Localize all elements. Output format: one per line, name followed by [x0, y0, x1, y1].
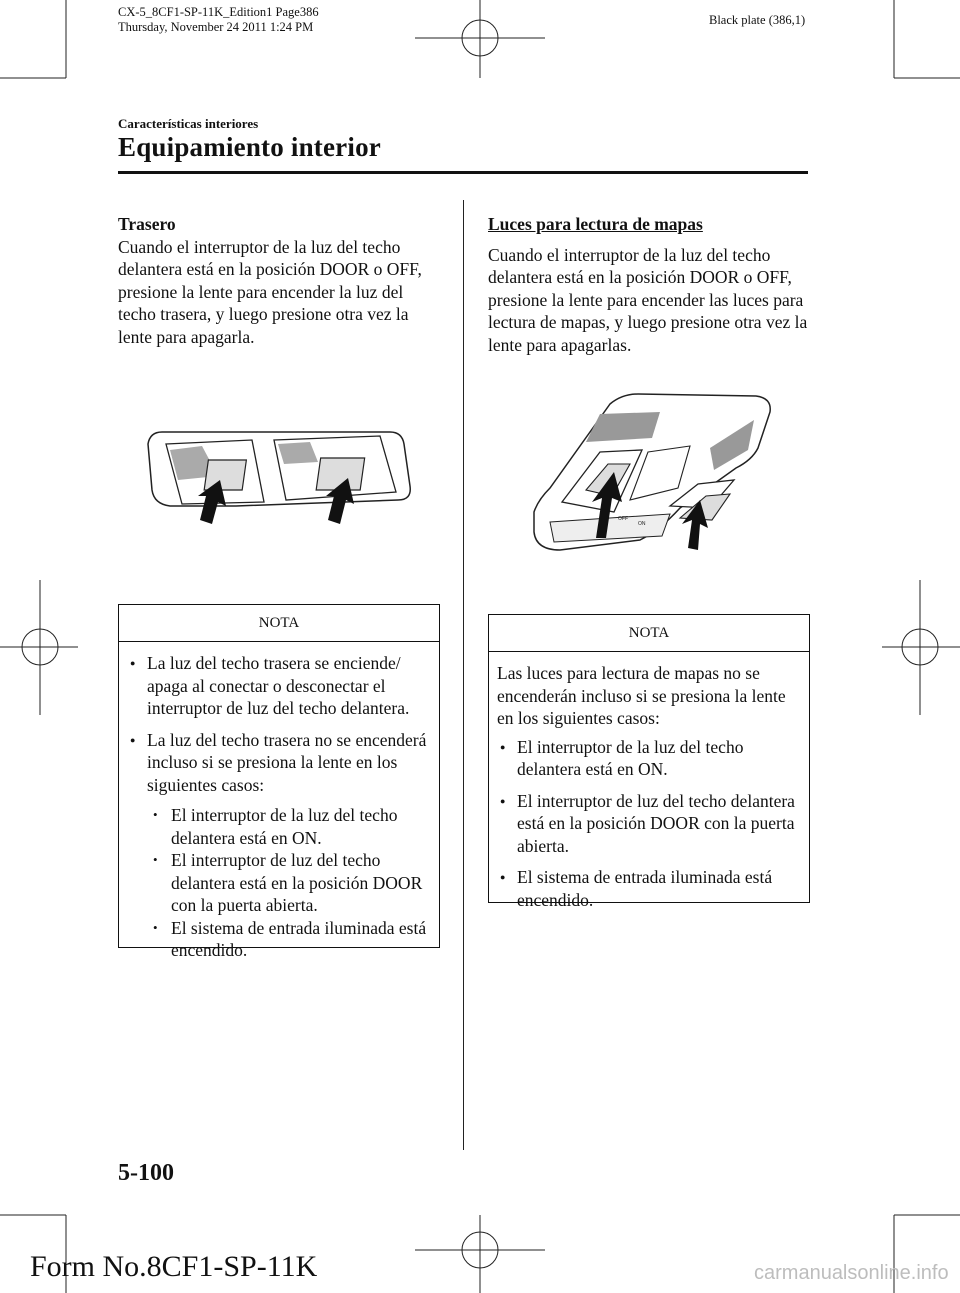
print-file-line1: CX-5_8CF1-SP-11K_Edition1 Page386 — [118, 5, 319, 19]
right-note-bullet-2: ● El interruptor de luz del techo delantera está en la posición DOOR con la puerta abierta. — [497, 790, 801, 858]
left-note-title: NOTA — [119, 605, 439, 642]
off-label: OFF — [618, 516, 628, 522]
right-note-bullet-1: ● El interruptor de la luz del techo delantera está en ON. — [497, 736, 801, 781]
left-note-bullet-2: ● La luz del techo trasera no se encenderá incluso si se presiona la lente en los siguientes casos: — [127, 729, 431, 797]
map-lights-paragraph: Cuando el interruptor de la luz del techo delantera está en la posición DOOR o OFF, presione la lente para encender las luces para lectura de mapas, y luego presione otra vez la lente para apagarlas. — [488, 244, 808, 355]
watermark: carmanualsonline.info — [754, 1262, 949, 1284]
right-note-bullet-3: ● El sistema de entrada iluminada está encendido. — [497, 866, 801, 911]
page-title: Equipamiento interior — [118, 132, 381, 162]
on-label: ON — [638, 521, 646, 527]
page-number: 5-100 — [118, 1160, 174, 1186]
left-note-sub-bullet-2: • El interruptor de luz del techo delantera está en la posición DOOR con la puerta abierta. — [127, 849, 431, 917]
map-lamp-illustration — [530, 390, 775, 560]
left-note-sub-bullet-3: • El sistema de entrada iluminada está encendido. — [127, 917, 431, 962]
left-column — [118, 213, 443, 348]
left-note-bullet-1: ● La luz del techo trasera se enciende/ apaga al conectar o desconectar el interruptor de luz del techo delantera. — [127, 652, 431, 720]
left-note-box — [118, 604, 440, 960]
rear-heading: Trasero — [118, 214, 176, 234]
print-file-info — [118, 5, 319, 35]
print-file-line2: Thursday, November 24 2011 1:24 PM — [118, 20, 314, 34]
plate-label: Black plate (386,1) — [709, 13, 806, 27]
rear-paragraph: Cuando el interruptor de la luz del techo delantera está en la posición DOOR o OFF, presione la lente para encender la luz del techo trasera, y luego presione otra vez la lente para apagarla. — [118, 236, 422, 347]
map-lights-heading: Luces para lectura de mapas — [488, 214, 703, 234]
right-note-box — [488, 614, 810, 910]
right-column — [488, 213, 808, 356]
rear-lamp-illustration — [140, 420, 415, 530]
title-rule — [118, 171, 808, 174]
form-number: Form No.8CF1-SP-11K — [30, 1250, 318, 1283]
left-note-sub-bullet-1: • El interruptor de la luz del techo delantera está en ON. — [127, 804, 431, 849]
right-note-intro: Las luces para lectura de mapas no se encenderán incluso si se presiona la lente en los siguientes casos: — [497, 663, 786, 728]
section-label: Características interiores — [118, 116, 259, 131]
right-note-title: NOTA — [489, 615, 809, 652]
column-divider — [463, 200, 464, 1150]
